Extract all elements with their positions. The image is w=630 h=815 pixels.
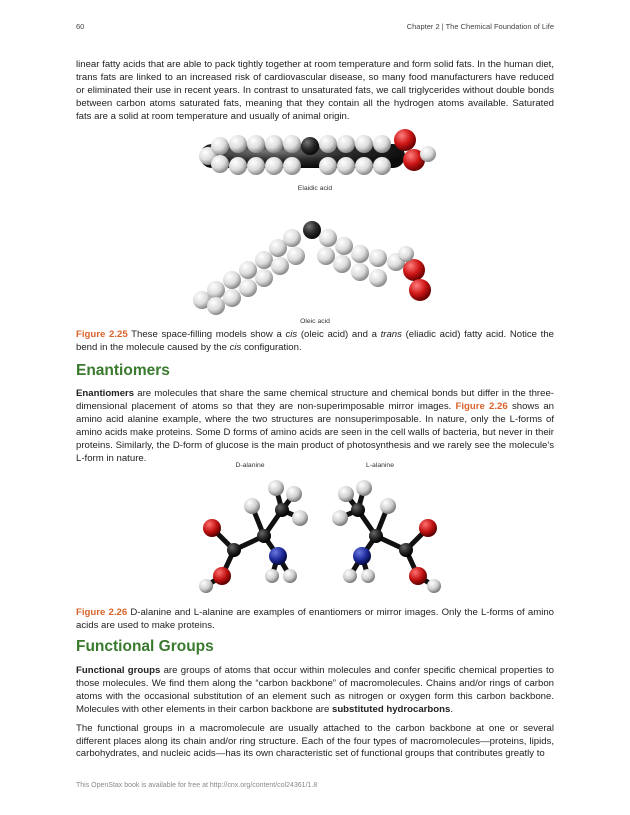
figure-2-25-caption-block [76, 329, 554, 355]
figure-2-25-number: Figure 2.25 [76, 329, 128, 340]
fatty-acid-models [180, 122, 450, 332]
caption-text: These space-filling models show a [127, 329, 286, 340]
intro-section [76, 59, 554, 124]
enantiomers-heading: Enantiomers [76, 362, 170, 379]
paragraph-text: are groups of atoms that occur within molecules and confer specific chemical properties to those molecules. We find them along the “carbon backbone” of macromolecules. Chains and/or rings of carbon atoms with the occasional substitution of an element such as nitrogen or oxygen form this carbon backbone. Molecules with other elements in their carbon backbone are [76, 665, 554, 715]
alanine-models [190, 458, 450, 603]
d-alanine-model [199, 480, 308, 593]
functional-groups-heading: Functional Groups [76, 638, 214, 655]
figure-2-25 [180, 122, 450, 332]
caption-trans: trans [380, 329, 402, 340]
paragraph-text: are molecules that share the same chemical structure and chemical bonds but differ in the three-dimensional placement of atoms so that they are non-superimposable mirror images. [76, 388, 554, 412]
figure-2-26-link[interactable]: Figure 2.26 [455, 400, 508, 412]
functional-groups-section [76, 638, 554, 761]
oleic-acid-label: Oleic acid [300, 318, 330, 325]
chapter-title: Chapter 2 | The Chemical Foundation of Life [406, 22, 554, 31]
caption-cis: cis [285, 329, 298, 340]
paragraph-text: . [450, 703, 453, 715]
caption-text: (eliadic acid) fatty acid. Notice the bend in the molecule caused by the [76, 329, 555, 353]
figure-2-26-number: Figure 2.26 [76, 607, 128, 618]
caption-cis: cis [229, 341, 242, 353]
page-number: 60 [76, 22, 85, 31]
elaidic-acid-label: Elaidic acid [297, 185, 333, 192]
caption-text: D-alanine and L-alanine are examples of enantiomers or mirror images. Only the L-forms of amino acids are used to make proteins. [76, 607, 554, 631]
functional-groups-paragraph-1 [76, 665, 554, 717]
figure-2-26-caption-block [76, 607, 554, 633]
elaidic-acid-model [199, 129, 436, 175]
caption-text: (oleic acid) and a [297, 329, 381, 340]
caption-text: configuration. [241, 341, 302, 353]
enantiomers-section [76, 362, 554, 465]
paragraph-text: shows an amino acid alanine example, where the two structures are nonsuperimposable. In nature, only the L-forms of amino acids make proteins. Some D forms of amino acids are seen in the cell walls of bacteria, but never in their proteins. Similarly, the D-form of glucose is the main product of photosynthesis and we rarely see the molecule's L-form in nature. [76, 400, 555, 464]
functional-groups-term: Functional groups [76, 665, 161, 676]
l-alanine-label: L-alanine [366, 462, 394, 469]
enantiomers-paragraph [76, 388, 554, 465]
oleic-acid-model [193, 221, 431, 315]
functional-groups-paragraph-2: The functional groups in a macromolecule are usually attached to the carbon backbone at one or several different places along its chain and/or ring structure. Each of the four types of macromolecules—proteins, lipids, carbohydrates, and nucleic acids—has its own characteristic set of functional groups that contributes greatly to [76, 722, 554, 760]
l-alanine-model [332, 480, 441, 593]
page-footer: This OpenStax book is available for free at http://cnx.org/content/col24361/1.8 [76, 782, 318, 789]
figure-2-26-caption [76, 607, 554, 633]
figure-2-26 [190, 458, 450, 603]
substituted-hydrocarbons-term: substituted hydrocarbons [331, 703, 451, 715]
enantiomers-term: Enantiomers [76, 388, 135, 399]
d-alanine-label: D-alanine [235, 462, 265, 469]
intro-paragraph: linear fatty acids that are able to pack tightly together at room temperature and form solid fats. In the human diet, trans fats are linked to an increased risk of cardiovascular disease, so many food manufacturers have reduced or eliminated their use in recent years. In contrast to unsaturated fats, we call triglycerides without double bonds between carbon atoms saturated fats, meaning that they contain all the hydrogen atoms available. Saturated fats are a solid at room temperature and usually of animal origin. [76, 59, 554, 122]
figure-2-25-caption [76, 329, 554, 355]
